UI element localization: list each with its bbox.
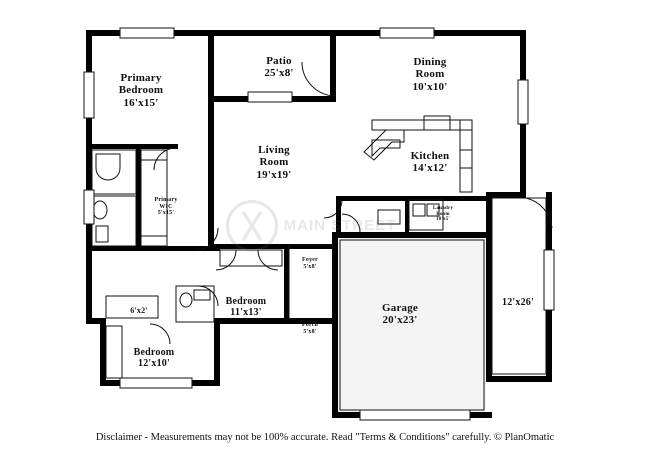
room-label-patio: Patio 25'x8' — [264, 55, 294, 80]
room-label-garage: Garage 20'x23' — [381, 302, 419, 327]
floor-fills — [86, 30, 550, 420]
room-label-primary-wic: Primary WIC 5'x15' — [154, 197, 178, 217]
room-label-dining-room: Dining Room 10'x10' — [412, 56, 448, 93]
room-label-kitchen: Kitchen 14'x12' — [410, 150, 450, 175]
room-label-laundry-room: Laundry Room 10'x5' — [432, 206, 454, 223]
room-label-porch: Porch 5'x8' — [301, 322, 319, 335]
room-label-bedroom-11x13: Bedroom 11'x13' — [225, 296, 267, 319]
disclaimer-text: Disclaimer - Measurements may not be 100% accurate. Read "Terms & Conditions" carefully. © PlanOmatic — [95, 432, 555, 443]
room-label-living-room: Living Room 19'x19' — [256, 144, 292, 181]
room-label-foyer: Foyer 5'x8' — [302, 257, 318, 270]
room-label-patio-12x26: 12'x26' — [502, 297, 534, 308]
room-label-bedroom-12x10: Bedroom 12'x10' — [133, 347, 175, 370]
room-label-closet-6x2: 6'x2' — [130, 306, 148, 315]
room-label-primary-bedroom: Primary Bedroom 16'x15' — [118, 72, 164, 109]
